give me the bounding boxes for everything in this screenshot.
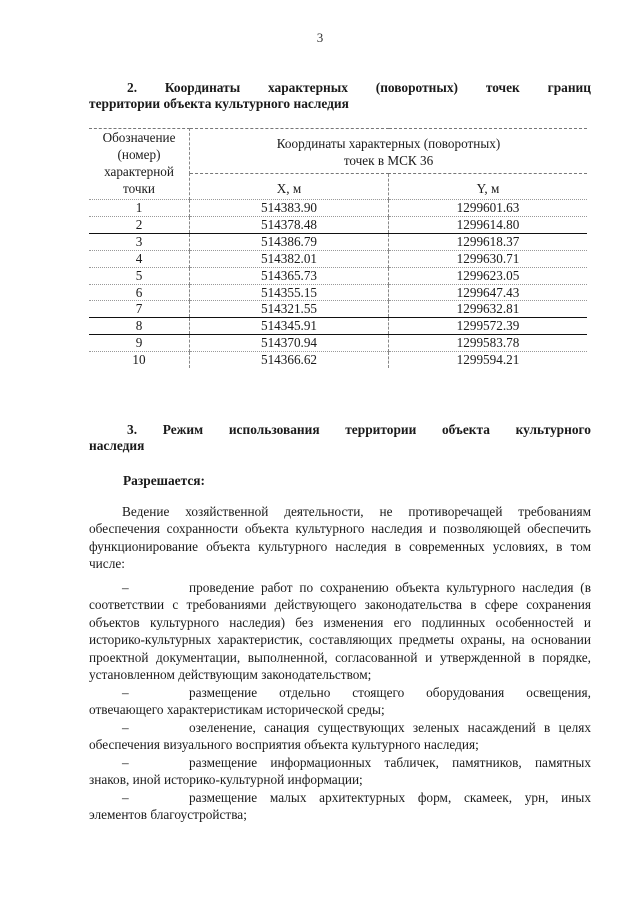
heading-word: Координаты [164,80,241,95]
coordinates-table [89,128,587,368]
coordinates-header: Координаты характерных (поворотных) точек в МСК 36 [190,129,588,174]
list-dash: – [122,720,129,735]
heading-word: территории [345,422,417,437]
table-row: 5 514365.73 1299623.05 [89,267,587,284]
y-header: Y, м [476,181,500,196]
allowed-label: Разрешается: [123,473,205,488]
heading-word: 3. [127,422,138,437]
list-item-text: размещение малых архитектурных форм, скамеек, урн, иных элементов благоустройства; [89,790,591,823]
list-dash: – [122,580,129,595]
heading-word: использования [228,422,320,437]
table-row: 3 514386.79 1299618.37 [89,233,587,250]
list-item [89,579,591,683]
table-row: 6 514355.15 1299647.43 [89,284,587,301]
section-2-heading [89,80,591,112]
table-row: 10 514366.62 1299594.21 [89,352,587,368]
heading-word: границ [547,80,591,95]
list-dash: – [122,755,129,770]
list-dash: – [122,685,129,700]
x-header: X, м [190,174,389,200]
list-item [89,684,591,719]
section-3-title-line2: наследия [89,438,145,453]
list-item [89,789,591,824]
heading-word: характерных [268,80,348,95]
intro-paragraph: Ведение хозяйственной деятельности, не противоречащей требованиям обеспечения сохранности объекта культурного наследия и позволяющей обеспечить функционирование объекта культурного наследия в современных условиях, в том числе: [89,504,591,572]
heading-word: точек [485,80,520,95]
heading-word: 2. [127,80,138,95]
list-item [89,719,591,754]
heading-word: Режим [162,422,204,437]
table-row: 4 514382.01 1299630.71 [89,250,587,267]
table-row: 9 514370.94 1299583.78 [89,335,587,352]
list-item-text: размещение информационных табличек, памятников, памятных знаков, иной историко-культурной информации; [89,755,591,788]
list-item-text: проведение работ по сохранению объекта культурного наследия (в соответствии с требованиями действующего законодательства в сфере сохранения объектов культурного наследия) без изменения его подлинных особенностей и историко-культурных характеристик, составляющих предметы охраны, на основании проектной документации, выполненной, согласованной и утвержденной в порядке, установленном действующим законодательством; [89,580,591,683]
section-3-title-line1 [89,422,591,438]
section-2-title-line2: территории объекта культурного наследия [89,96,349,111]
table-row: 1 514383.90 1299601.63 [89,200,587,217]
point-number-header: Обозначение (номер) характерной точки [89,129,190,200]
heading-word: объекта [441,422,490,437]
heading-word: культурного [515,422,591,437]
section-3-heading [89,422,591,454]
table-row: 2 514378.48 1299614.80 [89,216,587,233]
list-item-text: размещение отдельно стоящего оборудования освещения, отвечающего характеристикам исторической среды; [89,685,591,718]
list-item-text: озеленение, санация существующих зеленых насаждений в целях обеспечения визуального восприятия объекта культурного наследия; [89,720,591,753]
list-dash: – [122,790,129,805]
heading-word: (поворотных) [375,80,458,95]
list-item [89,754,591,789]
table-row: 8 514345.91 1299572.39 [89,318,587,335]
table-row: 7 514321.55 1299632.81 [89,301,587,318]
section-2-title-line1 [89,80,591,96]
page-number: 3 [316,30,324,45]
